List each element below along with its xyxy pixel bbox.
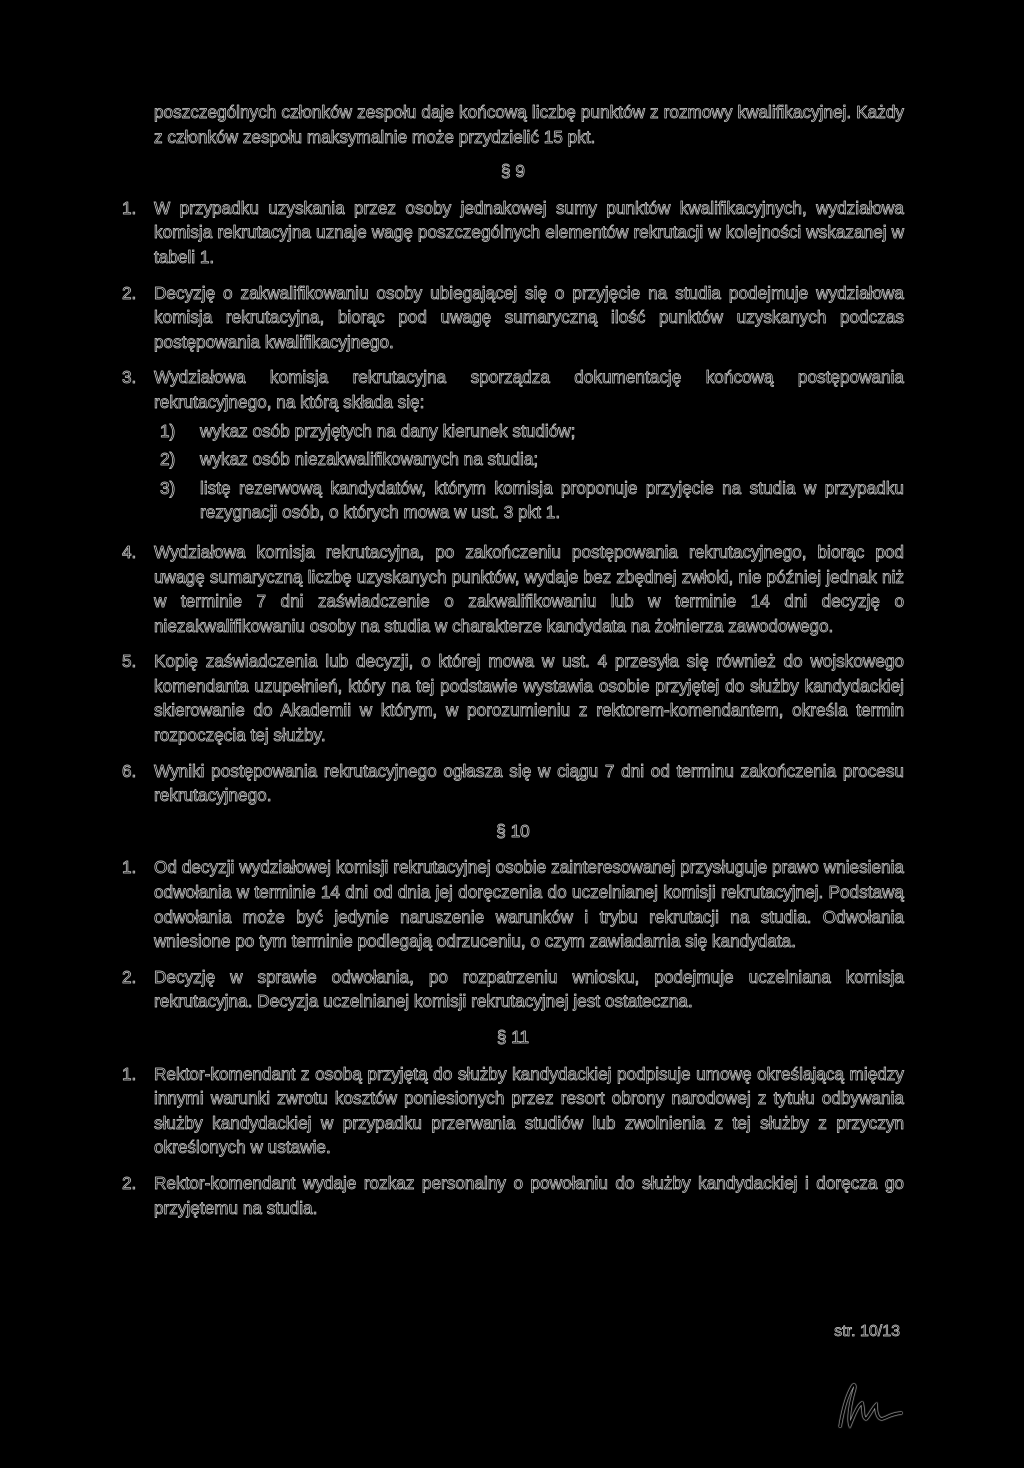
- paragraph-number: 5.: [122, 651, 137, 672]
- paragraph-number: 1.: [122, 857, 137, 878]
- paragraph-number: 2.: [122, 282, 137, 303]
- list-item-text: wykaz osób niezakwalifikowanych na studia;: [200, 449, 539, 470]
- paragraph-text: W przypadku uzyskania przez osoby jednakowej sumy punktów kwalifikacyjnych, wydziałowa komisja rekrutacyjna uznaje wagę poszczególnych elementów rekrutacji w kolejności wskazanej w tabeli 1.: [154, 197, 904, 267]
- list-item-number: 3): [160, 477, 176, 498]
- list-item-number: 2): [160, 449, 176, 470]
- document-body: [122, 100, 904, 1231]
- paragraph-text: Wydziałowa komisja rekrutacyjna, po zakończeniu postępowania rekrutacyjnego, biorąc pod uwagę sumaryczną liczbę uzyskanych punktów, wydaje bez zbędnej zwłoki, nie później jednak niż w terminie 7 dni zaświadczenie o zakwalifikowaniu lub w terminie 14 dni decyzję o niezakwalifikowaniu osoby na studia w charakterze kandydata na żołnierza zawodowego.: [154, 541, 904, 636]
- paragraph-9-6: [122, 759, 904, 808]
- handwritten-signature-icon: [830, 1375, 910, 1435]
- paragraph-9-2: [122, 281, 904, 355]
- paragraph-text: Rektor-komendant wydaje rozkaz personalny o powołaniu do służby kandydackiej i doręcza go przyjętemu na studia.: [154, 1172, 904, 1218]
- paragraph-9-1: [122, 196, 904, 270]
- list-item-text: listę rezerwową kandydatów, którym komisja proponuje przyjęcie na studia w przypadku rezygnacji osób, o których mowa w ust. 3 pkt 1.: [200, 477, 904, 523]
- paragraph-text: Od decyzji wydziałowej komisji rekrutacyjnej osobie zainteresowanej przysługuje prawo wniesienia odwołania w terminie 14 dni od dnia jej doręczenia do uczelnianej komisji rekrutacyjnej. Podstawą odwołania może być jedynie naruszenie warunków i trybu rekrutacji na studia. Odwołania wniesione po tym terminie podlegają odrzuceniu, o czym zawiadamia się kandydata.: [154, 857, 904, 952]
- paragraph-9-5: [122, 649, 904, 747]
- paragraph-number: 2.: [122, 966, 137, 987]
- paragraph-10-1: [122, 855, 904, 953]
- paragraph-text: Kopię zaświadczenia lub decyzji, o której mowa w ust. 4 przesyła się również do wojskowego komendanta uzupełnień, który na tej podstawie wystawia osobie przyjętej do służby kandydackiej skierowanie do Akademii w którym, w porozumieniu z rektorem-komendantem, określa termin rozpoczęcia tej służby.: [154, 651, 904, 746]
- list-item-number: 1): [160, 420, 176, 441]
- paragraph-number: 4.: [122, 541, 137, 562]
- paragraph-text: Decyzję o zakwalifikowaniu osoby ubiegającej się o przyjęcie na studia podejmuje wydziałowa komisja rekrutacyjna, biorąc pod uwagę sumaryczną ilość punktów uzyskanych podczas postępowania kwalifikacyjnego.: [154, 282, 904, 352]
- paragraph-number: 6.: [122, 760, 137, 781]
- list-item: [154, 476, 904, 525]
- paragraph-number: 2.: [122, 1172, 137, 1193]
- section-heading-11: § 11: [496, 1027, 530, 1047]
- paragraph-9-3: [122, 365, 904, 529]
- paragraph-text: Decyzję w sprawie odwołania, po rozpatrzeniu wniosku, podejmuje uczelniana komisja rekrutacyjna. Decyzja uczelnianej komisji rekrutacyjnej jest ostateczna.: [154, 966, 904, 1012]
- list-item: [154, 447, 904, 472]
- list-item-text: wykaz osób przyjętych na dany kierunek studiów;: [200, 420, 576, 441]
- paragraph-number: 1.: [122, 1063, 137, 1084]
- paragraph-text: Wydziałowa komisja rekrutacyjna sporządza dokumentację końcową postępowania rekrutacyjnego, na którą składa się:: [154, 367, 904, 412]
- intro-paragraph: poszczególnych członków zespołu daje końcową liczbę punktów z rozmowy kwalifikacyjnej. Każdy z członków zespołu maksymalnie może przydzielić 15 pkt.: [154, 102, 904, 147]
- paragraph-11-2: [122, 1171, 904, 1220]
- page-number: str. 10/13: [834, 1323, 900, 1340]
- sub-list: [154, 419, 904, 525]
- paragraph-text: Rektor-komendant z osobą przyjętą do służby kandydackiej podpisuje umowę określającą między innymi warunki zwrotu kosztów poniesionych przez resort obrony narodowej z tytułu odbywania służby kandydackiej w przypadku przerwania studiów lub zwolnienia z tej służby z przyczyn określonych w ustawie.: [154, 1063, 904, 1158]
- paragraph-text: Wyniki postępowania rekrutacyjnego ogłasza się w ciągu 7 dni od terminu zakończenia procesu rekrutacyjnego.: [154, 760, 904, 806]
- paragraph-10-2: [122, 965, 904, 1014]
- section-heading-9: § 9: [501, 161, 525, 182]
- list-item: [154, 419, 904, 444]
- paragraph-number: 1.: [122, 197, 137, 218]
- paragraph-11-1: [122, 1062, 904, 1160]
- paragraph-number: 3.: [122, 367, 137, 388]
- section-heading-10: § 10: [496, 820, 530, 841]
- paragraph-9-4: [122, 540, 904, 638]
